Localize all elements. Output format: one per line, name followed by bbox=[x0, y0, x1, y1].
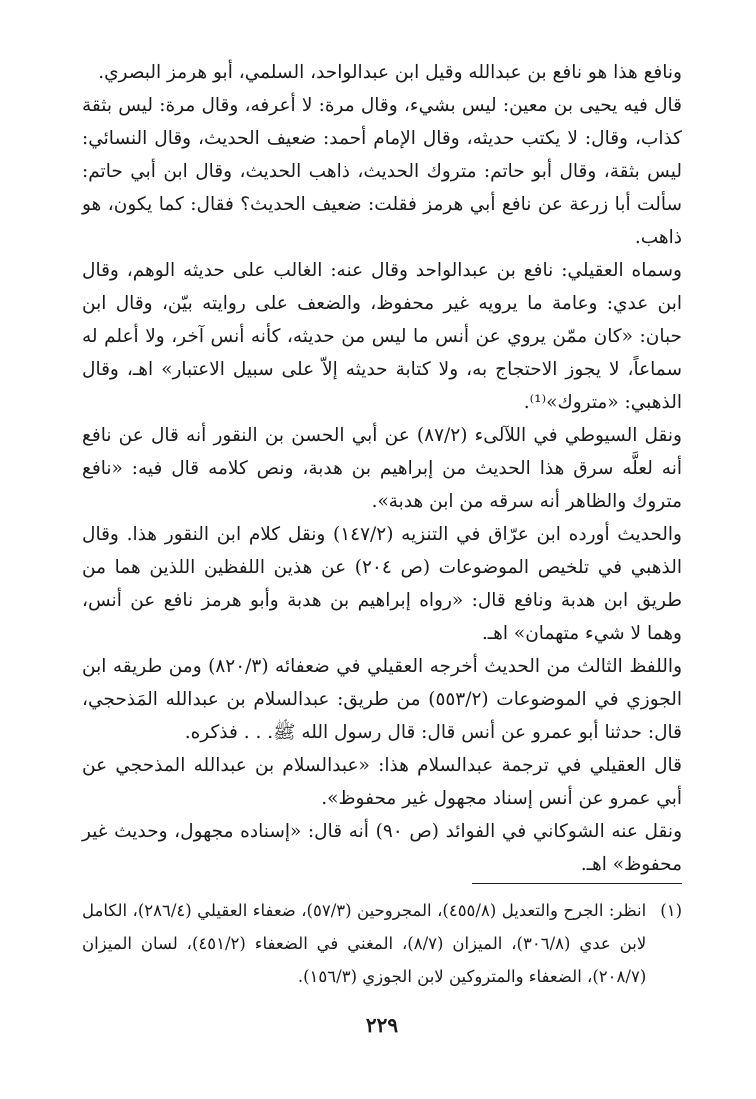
page-number: ٢٢٩ bbox=[365, 1013, 399, 1037]
main-text bbox=[82, 56, 682, 881]
paragraph-1: ونافع هذا هو نافع بن عبدالله وقيل ابن عبدالواحد، السلمي، أبو هرمز البصري. bbox=[98, 62, 682, 83]
paragraph-5: والحديث أورده ابن عرّاق في التنزيه (١٤٧/٢) ونقل كلام ابن النقور هذا. وقال الذهبي في تلخيص الموضوعات (ص ٢٠٤) عن هذين اللفظين اللذين هما من طريق ابن هدبة ونافع قال: «رواه إبراهيم بن هدبة وأبو هرمز نافع عن أنس، وهما لا شيء متهمان» اهـ. bbox=[82, 524, 682, 644]
paragraph-6: واللفظ الثالث من الحديث أخرجه العقيلي في ضعفائه (٨٢٠/٣) ومن طريقه ابن الجوزي في الموضوعات (٥٥٣/٢) من طريق: عبدالسلام بن عبدالله المَذحجي، قال: حدثنا أبو عمرو عن أنس قال: قال رسول الله ﷺ. . . فذكره. bbox=[82, 656, 683, 743]
paragraph-7: قال العقيلي في ترجمة عبدالسلام هذا: «عبدالسلام بن عبدالله المذحجي عن أبي عمرو عن أنس إسناد مجهول غير محفوظ». bbox=[82, 755, 682, 809]
footnote-text: انظر: الجرح والتعديل (٤٥٥/٨)، المجروحين (٥٧/٣)، ضعفاء العقيلي (٢٨٦/٤)، الكامل لابن عدي (٣٠٦/٨)، الميزان (٨/٧)، المغني في الضعفاء (٤٥١/٢)، لسان الميزان (٢٠٨/٧)، الضعفاء والمتروكين لابن الجوزي (١٥٦/٣). bbox=[82, 901, 647, 986]
footnote-marker: (١) bbox=[660, 901, 682, 920]
paragraph-4: ونقل السيوطي في اللآلىء (٨٧/٢) عن أبي الحسن بن النقور أنه قال عن نافع أنه لعلَّه سرق هذا الحديث من إبراهيم بن هدبة، ونص كلامه قال فيه: «نافع متروك والظاهر أنه سرقه من ابن هدبة». bbox=[82, 425, 682, 512]
paragraph-8: ونقل عنه الشوكاني في الفوائد (ص ٩٠) أنه قال: «إسناده مجهول، وحديث غير محفوظ» اهـ. bbox=[82, 821, 682, 875]
paragraph-2: قال فيه يحيى بن معين: ليس بشيء، وقال مرة: لا أعرفه، وقال مرة: ليس بثقة كذاب، وقال: لا يكتب حديثه، وقال الإمام أحمد: ضعيف الحديث، وقال النسائي: ليس بثقة، وقال أبو حاتم: متروك الحديث، ذاهب الحديث، وقال ابن أبي حاتم: سألت أبا زرعة عن نافع أبي هرمز فقلت: ضعيف الحديث؟ فقال: كما يكون، هو ذاهب. bbox=[82, 95, 682, 248]
footnote-divider bbox=[472, 883, 682, 884]
paragraph-3: وسماه العقيلي: نافع بن عبدالواحد وقال عنه: الغالب على حديثه الوهم، وقال ابن عدي: وعامة ما يرويه غير محفوظ، والضعف على روايته بيّن، وقال ابن حبان: «كان ممّن يروي عن أنس ما ليس من حديثه، كأنه أنس آخر، ولا أعلم له سماعاً، لا يجوز الاحتجاج به، ولا كتابة حديثه إلاّ على سبيل الاعتبار» اهـ، وقال الذهبي: «متروك»⁽¹⁾. bbox=[82, 260, 682, 413]
document-page bbox=[82, 56, 682, 1056]
footnote bbox=[82, 894, 682, 993]
